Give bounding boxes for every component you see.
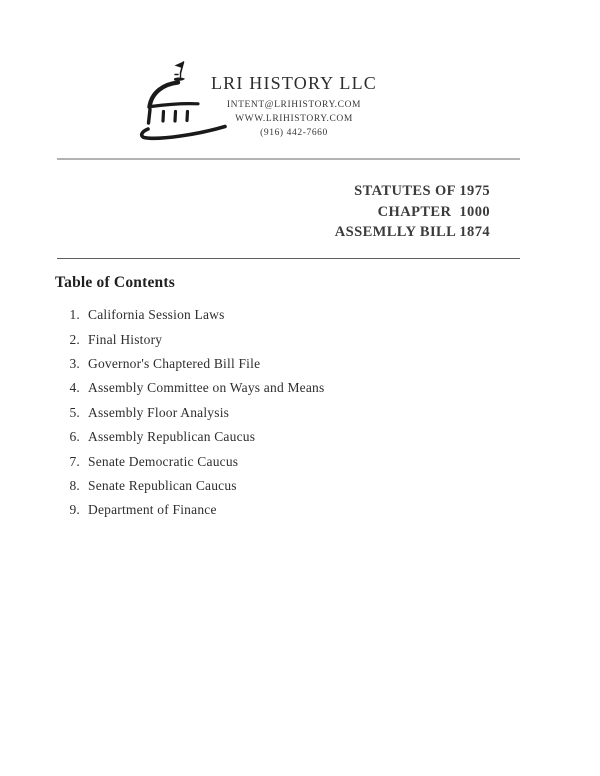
toc-item-number: 3. (69, 355, 80, 371)
email-text: INTENT@LRIHISTORY.COM (226, 100, 362, 110)
toc-item-label: Department of Finance (88, 502, 217, 518)
toc-item-label: California Session Laws (88, 307, 225, 323)
toc-item-number: 4. (69, 380, 80, 396)
toc-item-label: Assembly Floor Analysis (88, 404, 230, 420)
toc-list (66, 303, 486, 523)
toc-item-number: 9. (69, 502, 80, 518)
toc-item-label: Assembly Republican Caucus (88, 429, 256, 445)
toc-item (66, 498, 486, 522)
toc-item (66, 401, 486, 425)
toc-item-number: 2. (69, 331, 80, 347)
phone-text: (916) 442-7660 (260, 128, 328, 138)
toc-item-label: Final History (88, 331, 163, 347)
toc-item-number: 8. (69, 477, 80, 493)
toc-item (66, 303, 486, 327)
toc-item (66, 425, 486, 449)
toc-title: Table of Contents (55, 274, 175, 291)
company-name: LRI HISTORY LLC (210, 73, 377, 93)
toc-item-number: 7. (69, 453, 80, 469)
toc-item-number: 1. (69, 307, 80, 323)
bill-line: ASSEMLLY BILL 1874 (334, 224, 490, 240)
toc-item-number: 6. (69, 429, 80, 445)
toc-item-label: Senate Republican Caucus (88, 477, 237, 493)
toc-item (66, 327, 486, 351)
toc-item-label: Senate Democratic Caucus (88, 453, 239, 469)
toc-item (66, 352, 486, 376)
toc-item (66, 474, 486, 498)
toc-item (66, 376, 486, 400)
toc-item-label: Assembly Committee on Ways and Means (88, 380, 325, 396)
letterhead (193, 73, 395, 140)
divider-middle (57, 258, 520, 259)
toc-item (66, 449, 486, 473)
toc-item-label: Governor's Chaptered Bill File (88, 355, 261, 371)
chapter-line: CHAPTER 1000 (377, 203, 490, 220)
divider-top (57, 158, 520, 160)
website-text: WWW.LRIHISTORY.COM (235, 114, 353, 124)
statutes-line: STATUTES OF 1975 (354, 183, 490, 199)
statutes-reference (335, 181, 490, 243)
toc-item-number: 5. (69, 404, 80, 420)
